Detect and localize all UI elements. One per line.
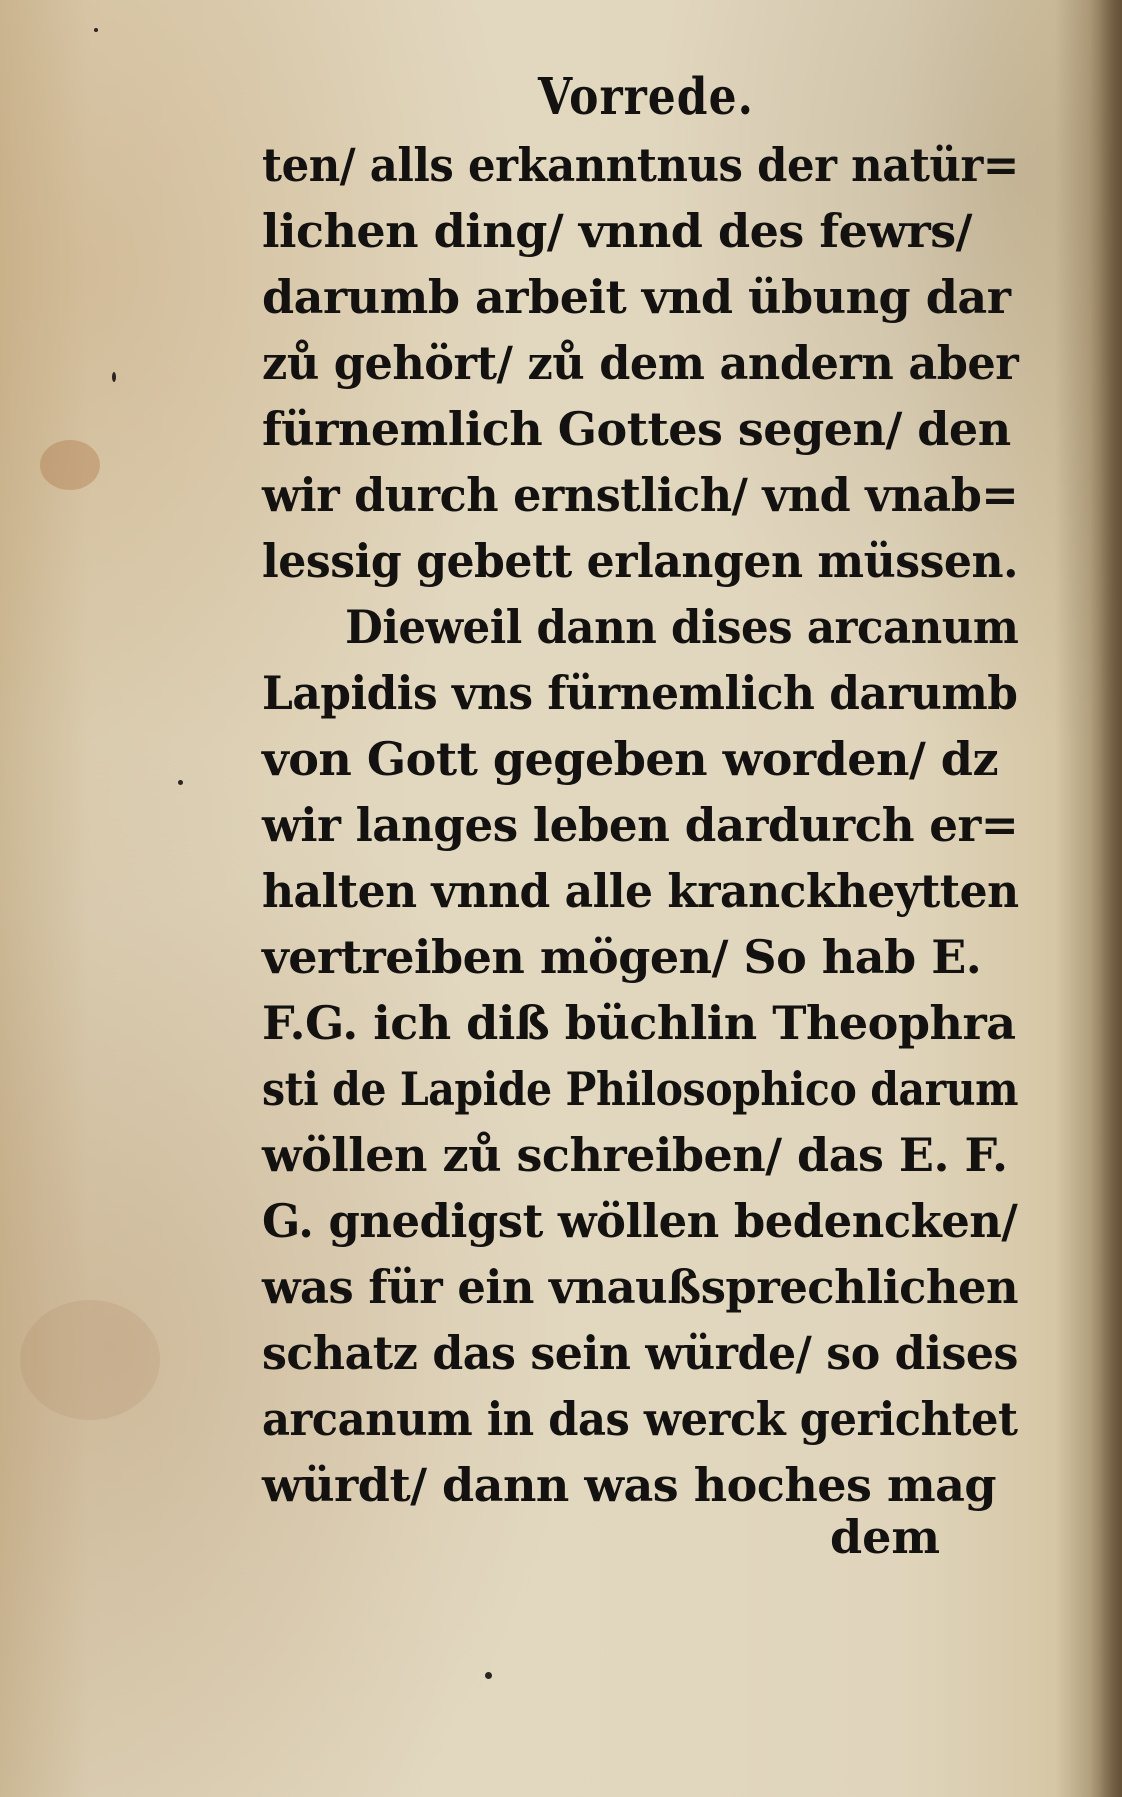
page-gutter-shadow [1090, 0, 1122, 1797]
age-stain [20, 1300, 160, 1420]
text-line: darumb arbeit vnd übung dar [262, 270, 1011, 324]
text-line: schatz das sein würde/ so dises [262, 1326, 1018, 1380]
text-line: F.G. ich diß büchlin Theophra [262, 996, 1016, 1050]
text-block [262, 132, 1022, 1518]
ink-speck [112, 372, 116, 382]
text-line: fürnemlich Gottes segen/ den [262, 402, 1011, 456]
text-line: G. gnedigst wöllen bedencken/ [262, 1194, 1018, 1248]
age-stain [40, 440, 100, 490]
text-line: von Gott gegeben worden/ dz [262, 732, 999, 786]
text-line: sti de Lapide Philosophico darum [262, 1062, 1019, 1116]
text-line: vertreiben mögen/ So hab E. [262, 930, 982, 984]
ink-speck [178, 780, 183, 785]
text-line: wir langes leben dardurch er= [262, 798, 1019, 852]
text-line: was für ein vnaußsprechlichen [262, 1260, 1019, 1314]
text-line: wir durch ernstlich/ vnd vnab= [262, 468, 1019, 522]
catchword: dem [830, 1510, 941, 1564]
text-line: ten/ alls erkanntnus der natür= [262, 138, 1019, 192]
ink-speck [94, 28, 98, 32]
text-line: würdt/ dann was hoches mag [262, 1458, 997, 1512]
ink-speck [485, 1672, 492, 1679]
text-line: halten vnnd alle kranckheytten [262, 864, 1019, 918]
text-line: lessig gebett erlangen müssen. [262, 534, 1019, 588]
text-line: wöllen zů schreiben/ das E. F. [262, 1128, 1008, 1182]
text-line: Dieweil dann dises arcanum [345, 600, 1019, 654]
text-line: lichen ding/ vnnd des fewrs/ [262, 204, 972, 258]
text-line: zů gehört/ zů dem andern aber [262, 336, 1019, 390]
text-line: Lapidis vns fürnemlich darumb [262, 666, 1018, 720]
running-head: Vorrede. [538, 68, 754, 127]
text-line: arcanum in das werck gerichtet [262, 1392, 1018, 1446]
